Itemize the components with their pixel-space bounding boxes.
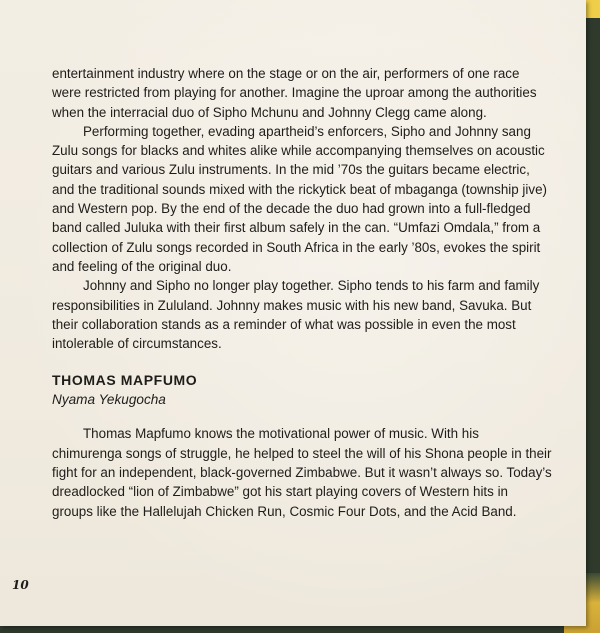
- section-paragraph: Thomas Mapfumo knows the motivational power of music. With his chimurenga songs of struggle, he helped to steel the will of his Shona people in their fight for an independent, black-governed Zimbabwe. But it wasn’t always so. Today’s dreadlocked “lion of Zimbabwe” got his start playing covers of Western hits in groups like the Hallelujah Chicken Run, Cosmic Four Dots, and the Acid Band.: [52, 426, 552, 519]
- paragraph-3: Johnny and Sipho no longer play together. Sipho tends to his farm and family responsibilities in Zululand. Johnny makes music with his new band, Savuka. But their collaboration stands as a reminder of what was possible in even the most intolerable of circumstances.: [52, 278, 540, 352]
- page-number: 10: [12, 578, 29, 592]
- paragraph-2: Performing together, evading apartheid’s enforcers, Sipho and Johnny sang Zulu songs for blacks and whites alike while accompanying themselves on acoustic guitars and various Zulu instruments. In the mid ’70s the guitars became electric, and the traditional sounds mixed with the rickytick beat of mbaganga (township jive) and Western pop. By the end of the decade the duo had grown into a full-fledged band called Juluka with their first album safely in the can. “Umfazi Omdala,” from a collection of Zulu songs recorded in South Africa in the early ’80s, evokes the spirit and feeling of the original duo.: [52, 123, 547, 274]
- paragraph-1: entertainment industry where on the stage or on the air, performers of one race were restricted from playing for another. Imagine the uproar among the authorities when the interracial duo of Sipho Mchunu and Johnny Clegg came along.: [52, 66, 537, 120]
- section-subtitle: Nyama Yekugocha: [52, 392, 166, 408]
- section-title: THOMAS MAPFUMO: [52, 372, 198, 389]
- body-text: [52, 64, 552, 521]
